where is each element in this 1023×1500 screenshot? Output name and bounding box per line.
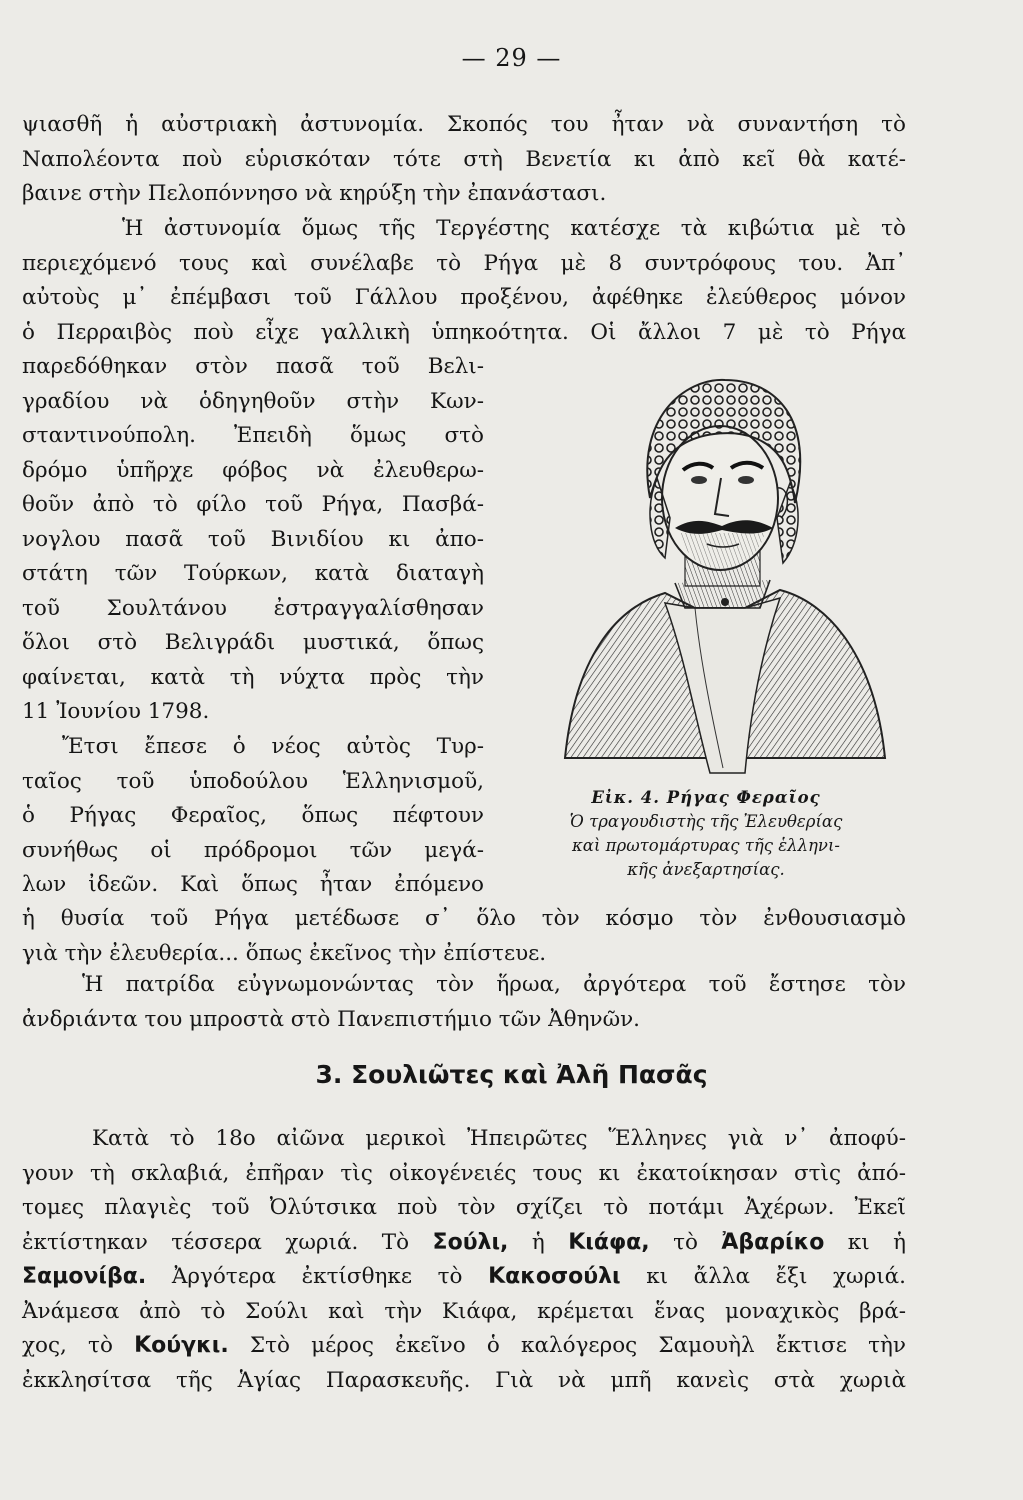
caption-line: καὶ πρωτομάρτυρας τῆς ἑλληνι-	[571, 836, 841, 855]
section-heading: 3. Σουλιῶτες καὶ Ἀλῆ Πασᾶς	[315, 1060, 708, 1089]
page-number: — 29 —	[461, 44, 562, 72]
text-line: Ἔτσι ἔπεσε ὁ νέος αὐτὸς Τυρ-	[62, 734, 484, 759]
text-line: ὁ Περραιβὸς ποὺ εἶχε γαλλικὴ ὑπηκοότητα. Οἱ ἄλλοι 7 μὲ τὸ Ρήγα	[22, 319, 906, 345]
text-line: συνήθως οἱ πρόδρομοι τῶν μεγά-	[22, 837, 484, 863]
text-line: γραδίου νὰ ὁδηγηθοῦν στὴν Κων-	[22, 388, 484, 414]
text-line: Ἀνάμεσα ἀπὸ τὸ Σούλι καὶ τὴν Κιάφα, κρέμεται ἕνας μοναχικὸς βρά-	[22, 1298, 906, 1324]
top-paragraph	[22, 108, 906, 212]
text-line: γιὰ τὴν ἐλευθερία... ὅπως ἐκεῖνος τὴν ἐπίστευε.	[22, 940, 547, 966]
text-line: τοῦ Σουλτάνου ἐστραγγαλίσθησαν	[22, 595, 484, 621]
text-line: λων ἰδεῶν. Καὶ ὅπως ἦταν ἐπόμενο	[22, 872, 484, 897]
text-line: αὐτοὺς μ᾿ ἐπέμβασι τοῦ Γάλλου προξένου, ἀφέθηκε ἐλεύθερος μόνον	[22, 285, 906, 310]
text-line: χος, τὸ Κούγκι. Στὸ μέρος ἐκεῖνο ὁ καλόγερος Σαμουὴλ ἔκτισε τὴν	[22, 1333, 907, 1358]
text-line: τομες πλαγιὲς τοῦ Ὀλύτσικα ποὺ τὸν σχίζει τὸ ποτάμι Ἀχέρων. Ἐκεῖ	[22, 1195, 906, 1220]
homeland-paragraph	[22, 968, 906, 1037]
sacrifice-paragraph	[22, 902, 906, 971]
keyword-kougi: Κούγκι.	[134, 1333, 229, 1358]
caption-title: Εἰκ. 4. Ρήγας Φεραῖος	[591, 788, 821, 807]
text-line: παρεδόθηκαν στὸν πασᾶ τοῦ Βελι-	[22, 354, 484, 379]
police-paragraph	[22, 212, 906, 350]
text-line: ψιασθῆ ἡ αὐστριακὴ ἀστυνομία. Σκοπός του ἦταν νὰ συναντήση τὸ	[22, 112, 906, 137]
keyword-samoniva: Σαμονίβα.	[22, 1264, 147, 1289]
text-line: θοῦν ἀπὸ τὸ φίλο τοῦ Ρήγα, Πασβά-	[22, 492, 484, 517]
text-line: φαίνεται, κατὰ τὴ νύχτα πρὸς τὴν	[22, 664, 484, 690]
keyword-kiafa: Κιάφα,	[568, 1229, 650, 1255]
text-line: 11 Ἰουνίου 1798.	[22, 699, 210, 724]
text-line: σταντινούπολη. Ἐπειδὴ ὅμως στὸ	[22, 423, 484, 448]
text-line: νογλου πασᾶ τοῦ Βινιδίου κι ἀπο-	[22, 526, 484, 552]
text-line: ταῖος τοῦ ὑποδούλου Ἑλληνισμοῦ,	[22, 768, 484, 794]
text-line: στάτη τῶν Τούρκων, κατὰ διαταγὴ	[22, 561, 484, 586]
text-line: περιεχόμενό τους καὶ συνέλαβε τὸ Ρήγα μὲ 8 συντρόφους του. Ἀπ᾿	[22, 250, 906, 276]
caption-line: Ὁ τραγουδιστὴς τῆς Ἐλευθερίας	[569, 812, 843, 831]
figure-caption	[506, 786, 906, 882]
portrait-engraving-icon	[545, 358, 890, 778]
keyword-kakosouli: Κακοσούλι	[488, 1264, 621, 1289]
text-line: ἐκκλησίτσα τῆς Ἁγίας Παρασκευῆς. Γιὰ νὰ μπῆ κανεὶς στὰ χωριὰ	[22, 1367, 906, 1393]
text-line: Ναπολέοντα ποὺ εὑρισκόταν τότε στὴ Βενετία κι ἀπὸ κεῖ θὰ κατέ-	[22, 146, 906, 172]
text-line: δρόμο ὑπῆρχε φόβος νὰ ἐλευθερω-	[22, 457, 484, 483]
text-line: ὁ Ρήγας Φεραῖος, ὅπως πέφτουν	[22, 803, 484, 828]
keyword-souli: Σούλι,	[432, 1229, 509, 1255]
text-line: Σαμονίβα. Ἀργότερα ἐκτίσθηκε τὸ Κακοσούλι κι ἄλλα ἔξι χωριά.	[22, 1264, 906, 1289]
text-line: γουν τὴ σκλαβιά, ἐπῆραν τὶς οἰκογένειές τους κι ἐκατοίκησαν στὶς ἀπό-	[22, 1160, 906, 1186]
souli-paragraph	[22, 1122, 906, 1398]
text-line: ὅλοι στὸ Βελιγράδι μυστικά, ὅπως	[22, 630, 484, 655]
text-line: ἐκτίστηκαν τέσσερα χωριά. Τὸ Σούλι, ἡ Κιάφα, τὸ Ἀβαρίκο κι ἡ	[22, 1229, 906, 1255]
text-line: βαινε στὴν Πελοπόννησο νὰ κηρύξη τὴν ἐπανάστασι.	[22, 181, 607, 206]
portrait-figure	[545, 358, 890, 778]
caption-line: κῆς ἀνεξαρτησίας.	[627, 860, 785, 879]
text-line: Ἡ πατρίδα εὐγνωμονώντας τὸν ἥρωα, ἀργότερα τοῦ ἔστησε τὸν	[82, 972, 906, 997]
text-line: Κατὰ τὸ 18ο αἰῶνα μερικοὶ Ἠπειρῶτες Ἕλληνες γιὰ ν᾿ ἀποφύ-	[92, 1126, 906, 1151]
text-line: ἡ θυσία τοῦ Ρήγα μετέδωσε σ᾿ ὅλο τὸν κόσμο τὸν ἐνθουσιασμὸ	[22, 906, 906, 931]
narrow-paragraph	[22, 350, 484, 730]
fall-paragraph	[22, 730, 484, 903]
text-line: Ἡ ἀστυνομία ὅμως τῆς Τεργέστης κατέσχε τὰ κιβώτια μὲ τὸ	[122, 216, 906, 241]
text-line: ἀνδριάντα του μπροστὰ στὸ Πανεπιστήμιο τῶν Ἀθηνῶν.	[22, 1006, 640, 1032]
keyword-avariko: Ἀβαρίκο	[721, 1229, 825, 1255]
